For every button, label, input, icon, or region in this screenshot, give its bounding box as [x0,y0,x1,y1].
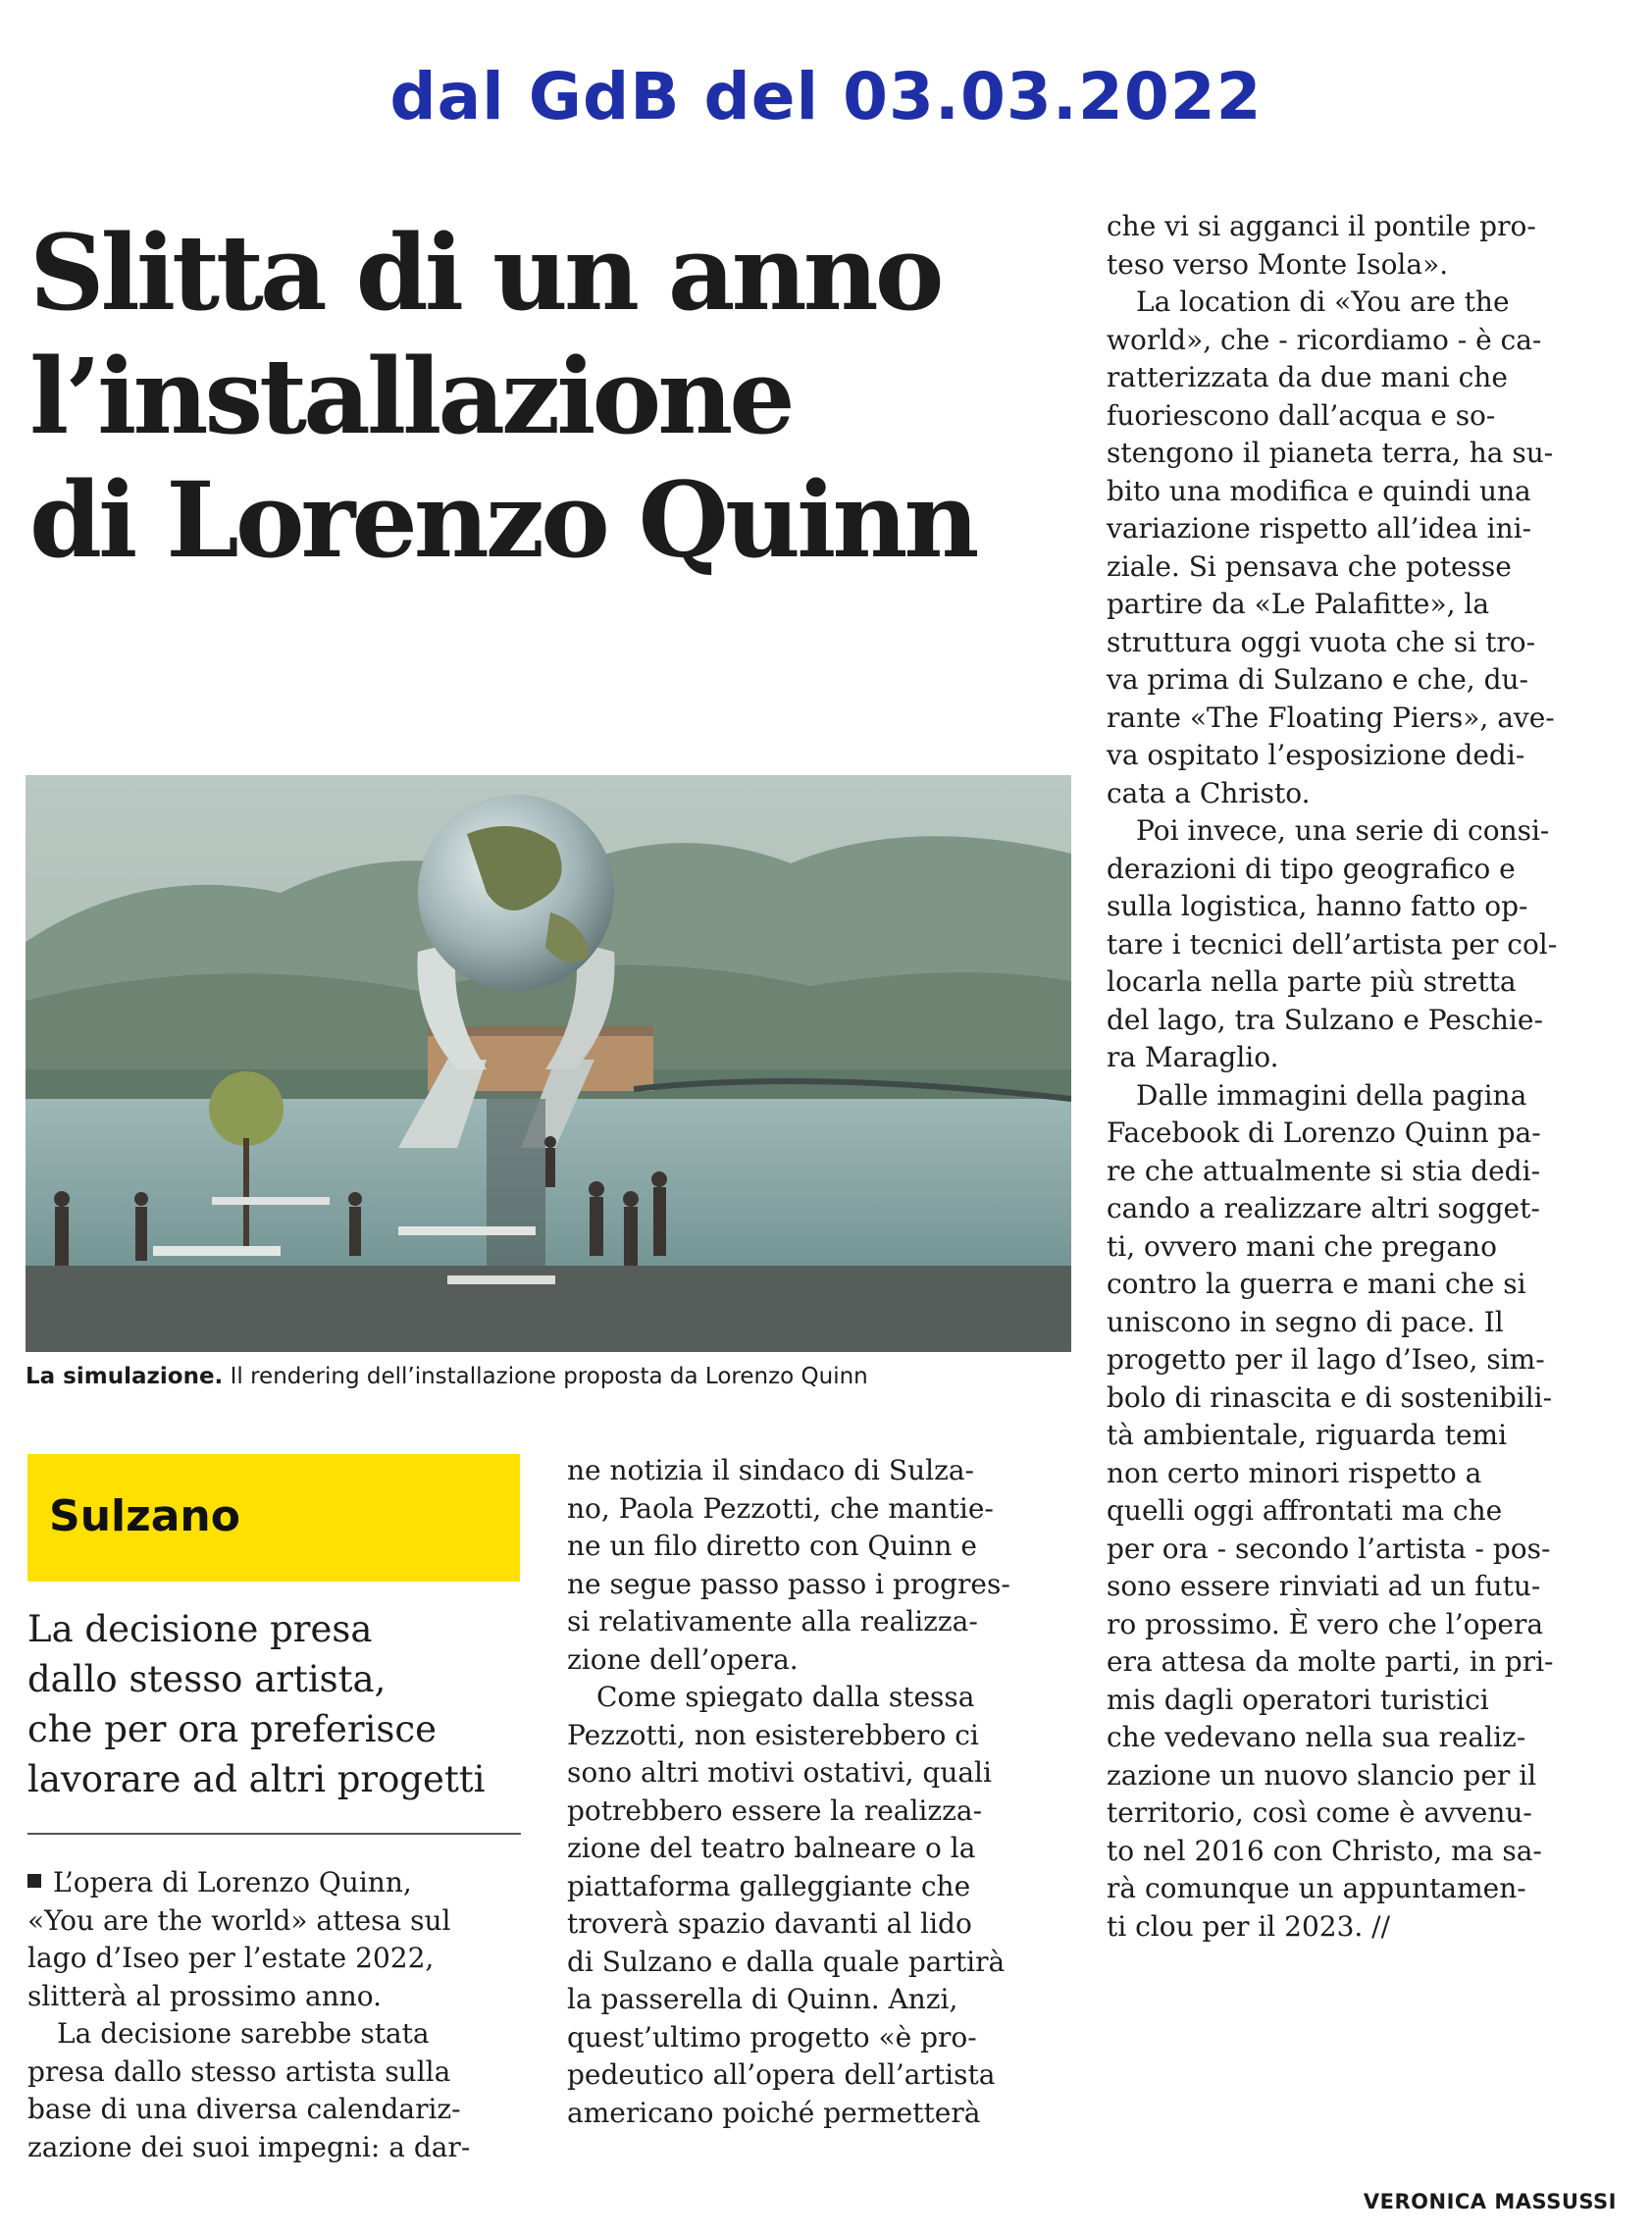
text-line: americano poiché permetterà [567,2096,981,2129]
text-line: La decisione sarebbe stata [57,2017,430,2050]
text-line: che vi si agganci il pontile pro- [1107,210,1536,242]
text-line: rà comunque un appuntamen- [1107,1872,1526,1904]
text-line: lago d’Iseo per l’estate 2022, [27,1942,435,1974]
text-line: bito una modifica e quindi una [1107,474,1531,507]
subhead-line: lavorare ad altri progetti [27,1758,486,1800]
text-line: sulla logistica, hanno fatto op- [1107,890,1528,922]
subhead-divider [27,1833,521,1835]
text-line [27,1864,523,1902]
text-line: fuoriescono dall’acqua e so- [1107,398,1496,432]
text-line: ra Maraglio. [1107,1041,1279,1073]
text-line: tà ambientale, riguarda temi [1107,1419,1508,1451]
text-line: ne segue passo passo i progres- [567,1567,1010,1600]
text-line: cata a Christo. [1107,776,1311,809]
text-line: zione del teatro balneare o la [567,1832,976,1864]
text-line: sono altri motivi ostativi, quali [567,1756,992,1789]
text-line: del lago, tra Sulzano e Peschie- [1107,1003,1543,1036]
text-line: quelli oggi affrontati ma che [1107,1494,1503,1527]
text-line: world», che - ricordiamo - è ca- [1107,323,1542,356]
text-line: zazione un nuovo slancio per il [1107,1758,1537,1792]
subhead-line: che per ora preferisce [27,1708,438,1750]
text-line: base di una diversa calendariz- [27,2093,461,2125]
text-line: presa dallo stesso artista sulla [27,2054,451,2088]
headline-line: di Lorenzo Quinn [29,458,976,581]
text-line: Poi invece, una serie di consi- [1136,814,1550,847]
text-line: che vedevano nella sua realiz- [1107,1721,1526,1753]
text-line: La location di «You are the [1136,286,1510,318]
text-line: territorio, così come è avvenu- [1107,1796,1532,1829]
headline-line: Slitta di un anno [29,211,941,334]
subheadline [27,1604,528,1804]
caption-text: Il rendering dell’installazione proposta da Lorenzo Quinn [223,1364,868,1389]
author-signature: VERONICA MASSUSSI [1363,2190,1617,2213]
text-line: ne notizia il sindaco di Sulza- [567,1454,974,1486]
text-line: ratterizzata da due mani che [1107,361,1508,393]
text-line: tare i tecnici dell’artista per col- [1107,927,1558,961]
text-line: ziale. Si pensava che potesse [1107,549,1512,583]
rendering-photo [26,775,1071,1352]
text-line: derazioni di tipo geografico e [1107,852,1516,885]
text-line: quest’ultimo progetto «è pro- [567,2020,977,2054]
text-line: progetto per il lago d’Iseo, sim- [1107,1343,1545,1376]
text-line: sono essere rinviati ad un futu- [1107,1570,1541,1602]
text-line: pedeutico all’opera dell’artista [567,2058,996,2091]
text-line: non certo minori rispetto a [1107,1456,1482,1489]
text-line: re che attualmente si stia dedi- [1107,1154,1541,1187]
text-line: locarla nella parte più stretta [1107,965,1517,998]
text-line: Dalle immagini della pagina [1136,1078,1527,1112]
headline-line: l’installazione [29,335,792,457]
subhead-line: dallo stesso artista, [27,1658,387,1700]
text-line: piattaforma galleggiante che [567,1869,971,1902]
text-line: teso verso Monte Isola». [1107,247,1449,281]
text-line: ne un filo diretto con Quinn e [567,1530,977,1562]
text-line: si relativamente alla realizza- [567,1605,978,1638]
text-line: era attesa da molte parti, in pri- [1107,1645,1554,1678]
square-bullet-icon [27,1874,41,1888]
section-tag-label: Sulzano [49,1491,240,1541]
article-column-2 [567,1452,1067,2132]
text-line: variazione rispetto all’idea ini- [1107,512,1532,545]
text-line: zione dell’opera. [567,1642,799,1676]
source-date-header: dal GdB del 03.03.2022 [389,59,1263,134]
headline [29,211,1050,582]
text-line: per ora - secondo l’artista - pos- [1107,1532,1551,1565]
caption-bold: La simulazione. [26,1364,224,1389]
text-line: va ospitato l’esposizione dedi- [1107,739,1525,771]
text-line: la passerella di Quinn. Anzi, [567,1983,958,2015]
text-line: potrebbero essere la realizza- [567,1794,983,1827]
text-line: zazione dei suoi impegni: a dar- [27,2130,471,2163]
text-line: ti, ovvero mani che pregano [1107,1229,1497,1263]
text-line: partire da «Le Palafitte», la [1107,588,1490,620]
text-line: struttura oggi vuota che si tro- [1107,625,1536,658]
text-line: cando a realizzare altri sogget- [1107,1192,1540,1224]
photo-caption [26,1364,1075,1389]
text-line: mis dagli operatori turistici [1107,1683,1489,1716]
text-line: to nel 2016 con Christo, ma sa- [1107,1834,1542,1867]
text-line: contro la guerra e mani che si [1107,1268,1526,1300]
text-line: stengono il pianeta terra, ha su- [1107,437,1554,469]
article-column-1 [27,1864,523,2166]
text-line: va prima di Sulzano e che, du- [1107,663,1528,696]
text-line: bolo di rinascita e di sostenibili- [1107,1380,1553,1414]
text-line: di Sulzano e dalla quale partirà [567,1945,1006,1978]
text-line: ro prossimo. È vero che l’opera [1107,1607,1544,1640]
text-line: Pezzotti, non esisterebbero ci [567,1718,979,1751]
text-line: Facebook di Lorenzo Quinn pa- [1107,1117,1541,1149]
text-line: «You are the world» attesa sul [27,1903,451,1937]
subhead-line: La decisione presa [27,1608,373,1650]
text-line: troverà spazio davanti al lido [567,1907,972,1940]
text-line: ti clou per il 2023. // [1107,1909,1391,1943]
text-line: uniscono in segno di pace. Il [1107,1305,1504,1338]
article-column-3 [1107,208,1623,1946]
text-line: Come spiegato dalla stessa [596,1681,975,1713]
text-line: slitterà al prossimo anno. [27,1979,383,2012]
text-line: rante «The Floating Piers», ave- [1107,701,1555,734]
text-line: no, Paola Pezzotti, che mantie- [567,1491,994,1525]
text-line-content: L’opera di Lorenzo Quinn, [53,1866,412,1898]
section-tag [27,1454,520,1582]
